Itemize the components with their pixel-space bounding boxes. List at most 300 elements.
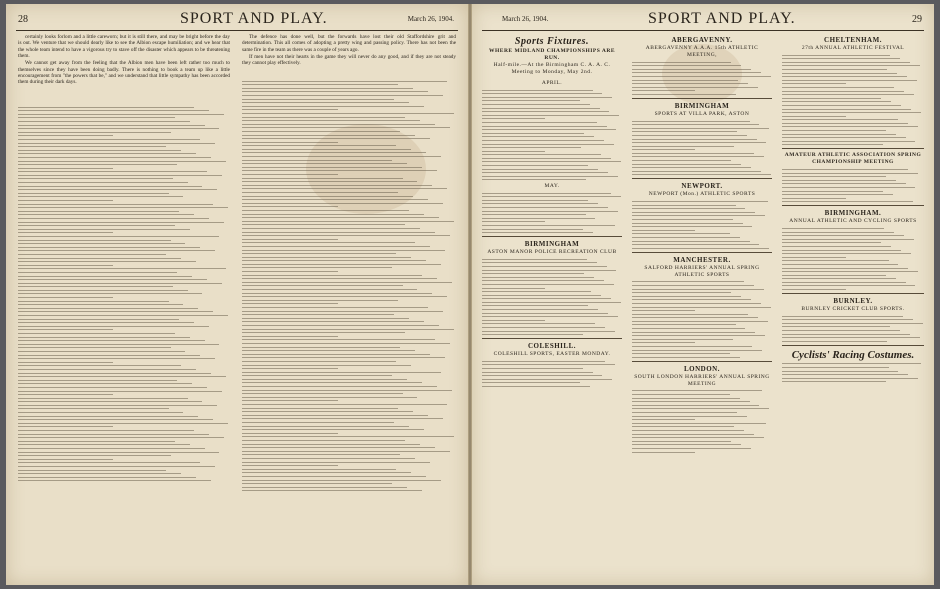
text-line — [18, 153, 196, 154]
text-line — [782, 201, 913, 202]
text-line — [632, 72, 761, 73]
text-line — [18, 211, 179, 212]
text-line — [782, 282, 906, 283]
text-line — [242, 235, 450, 236]
section-subheading: COLESHILL SPORTS, EASTER MONDAY. — [493, 351, 611, 358]
section-text-lines — [632, 281, 772, 357]
text-line — [482, 176, 618, 177]
text-line — [482, 104, 590, 105]
text-line — [18, 365, 181, 366]
text-line — [632, 285, 754, 286]
text-line — [782, 246, 891, 247]
article-column-1 — [18, 34, 230, 579]
text-line — [482, 316, 618, 317]
text-line — [242, 267, 392, 268]
text-line — [242, 84, 398, 85]
text-line — [18, 276, 192, 277]
text-line — [782, 137, 906, 138]
text-line — [242, 170, 437, 171]
text-line — [782, 371, 898, 372]
text-line — [782, 289, 846, 290]
text-line — [18, 380, 177, 381]
text-line — [18, 344, 219, 345]
text-line — [782, 316, 903, 317]
text-line — [18, 139, 200, 140]
text-line — [242, 152, 426, 153]
text-line — [242, 458, 415, 459]
text-line — [18, 214, 194, 215]
column-text-lines — [242, 78, 456, 494]
text-line — [782, 119, 898, 120]
section-heading: LONDON. — [684, 364, 720, 373]
text-line — [242, 350, 415, 351]
text-line — [632, 426, 734, 427]
text-line — [242, 469, 396, 470]
fixtures-month: APRIL. — [541, 80, 563, 86]
text-line — [242, 390, 452, 391]
text-line — [782, 278, 896, 279]
text-line — [18, 250, 215, 251]
text-line — [482, 298, 611, 299]
text-line — [242, 167, 422, 168]
text-line — [242, 300, 398, 301]
text-line — [782, 271, 918, 272]
text-line — [632, 241, 750, 242]
text-line — [782, 105, 901, 106]
text-line — [482, 118, 545, 119]
text-line — [242, 444, 420, 445]
text-line — [242, 415, 428, 416]
column-text-lines — [18, 104, 230, 484]
text-line — [632, 342, 695, 343]
text-line — [242, 433, 338, 434]
text-line — [18, 347, 171, 348]
text-line — [242, 127, 450, 128]
text-line — [632, 244, 759, 245]
text-line — [632, 153, 754, 154]
text-line — [482, 375, 602, 376]
text-line — [782, 80, 917, 81]
text-line — [782, 374, 908, 375]
text-line — [632, 223, 743, 224]
text-line — [242, 332, 405, 333]
text-line — [18, 455, 171, 456]
section-rule — [782, 148, 924, 149]
text-line — [242, 454, 400, 455]
section-subheading: ASTON MANOR POLICE RECREATION CLUB — [487, 249, 617, 256]
text-line — [482, 262, 597, 263]
text-line — [782, 134, 896, 135]
text-line — [18, 394, 113, 395]
text-line — [242, 483, 392, 484]
text-line — [242, 135, 415, 136]
text-line — [18, 355, 200, 356]
section-rule — [482, 338, 622, 339]
text-line — [18, 146, 166, 147]
text-line — [632, 83, 748, 84]
text-line — [242, 426, 409, 427]
text-line — [18, 207, 228, 208]
text-line — [242, 178, 403, 179]
fixture-list-april — [482, 90, 622, 181]
text-line — [18, 329, 113, 330]
text-line — [782, 76, 907, 77]
text-line — [482, 361, 605, 362]
text-line — [242, 163, 407, 164]
text-line — [18, 322, 194, 323]
text-line — [18, 369, 196, 370]
text-line — [632, 135, 747, 136]
text-line — [632, 394, 730, 395]
text-line — [242, 372, 441, 373]
text-line — [242, 476, 426, 477]
text-line — [18, 405, 217, 406]
fixture-list-may — [482, 193, 622, 234]
text-line — [632, 230, 695, 231]
text-line — [18, 408, 169, 409]
text-line — [18, 258, 181, 259]
text-line — [242, 361, 396, 362]
text-line — [18, 434, 209, 435]
text-line — [782, 363, 921, 364]
text-line — [18, 110, 209, 111]
text-line — [242, 289, 417, 290]
text-line — [632, 390, 762, 391]
text-line — [18, 225, 175, 226]
text-line — [782, 55, 890, 56]
text-line — [782, 194, 893, 195]
text-line — [782, 73, 897, 74]
text-line — [18, 204, 213, 205]
text-line — [18, 293, 202, 294]
text-line — [242, 368, 338, 369]
text-line — [482, 90, 593, 91]
text-line — [782, 253, 911, 254]
text-line — [482, 115, 619, 116]
text-line — [242, 117, 405, 118]
text-line — [632, 164, 741, 165]
text-line — [782, 126, 918, 127]
section-heading: CHELTENHAM. — [824, 36, 882, 44]
text-line — [242, 487, 407, 488]
text-line — [18, 268, 226, 269]
text-line — [482, 232, 593, 233]
text-line — [632, 80, 738, 81]
text-line — [242, 109, 338, 110]
text-line — [18, 308, 198, 309]
text-line — [18, 401, 202, 402]
text-line — [632, 289, 764, 290]
text-line — [482, 273, 584, 274]
section-rule — [782, 293, 924, 294]
text-line — [242, 260, 426, 261]
magazine-spread — [6, 4, 934, 585]
text-line — [18, 150, 181, 151]
text-line — [482, 284, 614, 285]
text-line — [482, 211, 618, 212]
text-line — [782, 62, 910, 63]
text-line — [242, 447, 435, 448]
text-line — [632, 437, 764, 438]
text-line — [782, 169, 908, 170]
text-line — [632, 62, 731, 63]
text-line — [18, 448, 205, 449]
text-line — [782, 228, 884, 229]
text-line — [632, 215, 765, 216]
text-line — [782, 198, 846, 199]
text-line — [632, 419, 695, 420]
text-line — [632, 142, 766, 143]
text-line — [632, 167, 751, 168]
text-line — [632, 128, 769, 129]
text-line — [482, 379, 612, 380]
text-line — [632, 76, 771, 77]
text-line — [242, 88, 413, 89]
section-heading: AMATEUR ATHLETIC ASSOCIATION SPRING CHAMPIONSHIP MEETING — [784, 152, 922, 166]
text-line — [782, 69, 887, 70]
text-line — [632, 226, 752, 227]
advert-title: Cyclists' Racing Costumes. — [791, 348, 915, 361]
page-number: 28 — [18, 14, 28, 25]
text-line — [18, 351, 185, 352]
text-line — [782, 101, 891, 102]
text-line — [632, 350, 762, 351]
text-line — [18, 412, 183, 413]
text-line — [482, 129, 616, 130]
paragraph: We cannot get away from the feeling that the Albion men have been left rather too much to themselves since they have been doing badly. There is nothing to book a team up like a little encouragement from "the powers that be," and we understand that little sympathy has been accorded them during their dark days. — [18, 60, 230, 86]
section-text-lines — [632, 201, 772, 249]
text-line — [632, 412, 737, 413]
fixtures-column — [482, 36, 622, 390]
text-line — [632, 416, 747, 417]
text-line — [482, 133, 584, 134]
text-line — [632, 423, 766, 424]
text-line — [632, 346, 752, 347]
section-rule — [782, 345, 924, 346]
text-line — [782, 232, 894, 233]
section-subheading: SALFORD HARRIERS' ANNUAL SPRING ATHLETIC SPORTS — [644, 264, 760, 278]
text-line — [482, 193, 611, 194]
text-line — [18, 254, 166, 255]
text-line — [482, 203, 598, 204]
text-line — [782, 381, 886, 382]
text-line — [632, 121, 750, 122]
text-line — [242, 397, 417, 398]
text-line — [242, 192, 398, 193]
text-line — [242, 354, 430, 355]
text-line — [18, 161, 226, 162]
fixtures-heading: Sports Fixtures. — [514, 36, 590, 47]
text-line — [782, 239, 914, 240]
text-line — [242, 339, 435, 340]
section-rule — [782, 205, 924, 206]
text-line — [18, 423, 228, 424]
text-line — [242, 480, 441, 481]
text-line — [782, 323, 923, 324]
text-line — [18, 290, 188, 291]
text-line — [632, 208, 745, 209]
text-line — [18, 236, 219, 237]
text-line — [632, 146, 734, 147]
text-line — [632, 160, 731, 161]
text-line — [242, 451, 450, 452]
text-line — [782, 98, 881, 99]
text-line — [632, 219, 733, 220]
text-line — [18, 229, 190, 230]
text-line — [18, 466, 215, 467]
text-line — [632, 201, 768, 202]
text-line — [18, 178, 173, 179]
text-line — [482, 100, 580, 101]
text-line — [18, 398, 188, 399]
text-line — [782, 191, 883, 192]
text-line — [242, 160, 392, 161]
text-line — [18, 157, 211, 158]
text-line — [632, 408, 769, 409]
text-line — [242, 386, 437, 387]
text-line — [482, 214, 586, 215]
fixtures-subheading: WHERE MIDLAND CHAMPIONSHIPS ARE RUN. — [489, 48, 615, 61]
left-page — [6, 4, 468, 585]
issue-date: March 26, 1904. — [407, 15, 454, 23]
text-line — [632, 248, 769, 249]
text-line — [482, 165, 588, 166]
section-text-lines — [482, 259, 622, 335]
section-text-lines — [782, 55, 924, 146]
section-rule — [482, 236, 622, 237]
text-line — [482, 320, 545, 321]
text-line — [482, 309, 598, 310]
text-line — [242, 318, 409, 319]
text-line — [482, 295, 601, 296]
text-line — [782, 176, 886, 177]
text-line — [482, 154, 601, 155]
text-line — [482, 207, 608, 208]
text-line — [782, 180, 896, 181]
text-line — [18, 114, 224, 115]
text-line — [482, 169, 598, 170]
text-line — [18, 132, 171, 133]
text-line — [18, 279, 207, 280]
text-line — [18, 128, 219, 129]
header-rule — [16, 30, 458, 31]
text-line — [482, 196, 621, 197]
text-line — [242, 206, 338, 207]
text-line — [18, 168, 113, 169]
text-line — [18, 247, 200, 248]
text-line — [482, 280, 604, 281]
text-line — [242, 181, 417, 182]
text-line — [18, 477, 196, 478]
text-line — [18, 419, 213, 420]
text-line — [632, 339, 733, 340]
text-line — [18, 175, 222, 176]
text-line — [782, 250, 901, 251]
text-line — [18, 301, 169, 302]
text-line — [18, 362, 113, 363]
text-line — [482, 266, 607, 267]
text-line — [632, 444, 741, 445]
text-line — [632, 171, 761, 172]
section-heading: COLESHILL. — [528, 342, 576, 351]
text-line — [632, 357, 740, 358]
text-line — [482, 334, 583, 335]
text-line — [482, 158, 611, 159]
text-line — [18, 459, 113, 460]
text-line — [242, 203, 443, 204]
section-rule — [632, 98, 772, 99]
text-line — [632, 292, 731, 293]
text-line — [18, 143, 215, 144]
text-line — [18, 240, 171, 241]
text-line — [782, 326, 890, 327]
text-line — [242, 149, 411, 150]
text-line — [632, 317, 758, 318]
text-line — [18, 462, 200, 463]
text-line — [632, 324, 736, 325]
text-line — [18, 311, 213, 312]
text-line — [18, 283, 222, 284]
text-line — [18, 218, 209, 219]
text-line — [482, 372, 593, 373]
text-line — [18, 430, 194, 431]
text-line — [482, 386, 590, 387]
text-line — [242, 440, 405, 441]
text-line — [632, 87, 758, 88]
text-line — [18, 243, 185, 244]
text-line — [782, 94, 914, 95]
text-line — [18, 200, 113, 201]
text-line — [242, 156, 441, 157]
text-line — [18, 333, 175, 334]
text-line — [242, 142, 338, 143]
text-line — [482, 368, 583, 369]
text-line — [18, 261, 196, 262]
text-line — [482, 221, 545, 222]
header-rule — [482, 30, 924, 31]
text-line — [18, 337, 190, 338]
text-line — [632, 441, 731, 442]
text-line — [482, 172, 608, 173]
text-line — [242, 343, 450, 344]
text-line — [632, 94, 736, 95]
text-line — [242, 113, 454, 114]
text-line — [242, 232, 435, 233]
section-text-lines — [782, 316, 924, 342]
text-line — [782, 123, 908, 124]
text-line — [782, 242, 881, 243]
text-line — [632, 131, 737, 132]
text-line — [632, 205, 736, 206]
text-line — [782, 285, 915, 286]
text-line — [632, 353, 730, 354]
text-line — [482, 111, 609, 112]
text-line — [632, 310, 695, 311]
text-line — [18, 373, 211, 374]
text-line — [482, 136, 594, 137]
text-line — [242, 404, 447, 405]
text-line — [242, 357, 445, 358]
text-line — [632, 332, 755, 333]
text-line — [242, 271, 338, 272]
text-line — [482, 140, 604, 141]
text-line — [632, 335, 765, 336]
text-line — [632, 149, 695, 150]
text-line — [18, 107, 194, 108]
text-line — [482, 364, 615, 365]
text-line — [782, 319, 913, 320]
text-line — [632, 296, 741, 297]
